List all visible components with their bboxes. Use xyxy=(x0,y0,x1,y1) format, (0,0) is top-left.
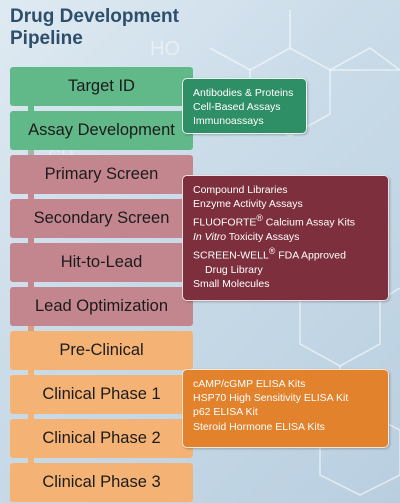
product-item: Immunoassays xyxy=(193,115,264,128)
product-box-screening xyxy=(182,175,389,301)
stage-assay-development xyxy=(10,111,193,150)
product-box-early xyxy=(182,78,307,134)
product-item: cAMP/cGMP ELISA Kits xyxy=(193,378,306,390)
page-title xyxy=(10,6,179,50)
stage-clinical-phase-3 xyxy=(10,463,193,502)
product-item: p62 ELISA Kit xyxy=(193,406,258,419)
registered-mark: ® xyxy=(256,213,263,224)
registered-mark: ® xyxy=(268,246,276,257)
stage-clinical-phase-2 xyxy=(10,419,193,458)
product-item: Cell-Based Assays xyxy=(193,101,281,114)
stage-target-id xyxy=(10,67,193,106)
italic-term: In Vitro xyxy=(193,231,227,244)
product-item: Drug Library xyxy=(205,264,263,277)
product-name: FLUOFORTE xyxy=(193,216,257,229)
stage-label: Clinical Phase 1 xyxy=(42,385,161,403)
product-name: SCREEN-WELL xyxy=(193,249,269,262)
product-desc: Toxicity Assays xyxy=(226,231,300,244)
stage-label: Assay Development xyxy=(28,121,175,139)
stage-lead-optimization xyxy=(10,287,193,326)
stage-label: Clinical Phase 3 xyxy=(42,473,161,491)
stage-label: Pre-Clinical xyxy=(59,341,144,359)
product-item: HSP70 High Sensitivity ELISA Kit xyxy=(193,392,349,405)
stage-clinical-phase-1 xyxy=(10,375,193,414)
product-item: Antibodies & Proteins xyxy=(193,87,294,99)
stage-label: Clinical Phase 2 xyxy=(42,429,161,447)
product-item-in-vitro xyxy=(193,230,378,244)
stage-hit-to-lead xyxy=(10,243,193,282)
product-item-fluoforte xyxy=(193,211,378,230)
stage-label: Primary Screen xyxy=(44,165,159,183)
product-desc: Calcium Assay Kits xyxy=(262,216,356,229)
product-desc: FDA Approved xyxy=(275,249,346,262)
stage-label: Secondary Screen xyxy=(33,209,170,227)
product-item: Compound Libraries xyxy=(193,184,288,196)
product-item: Small Molecules xyxy=(193,278,270,291)
product-item: Steroid Hormone ELISA Kits xyxy=(193,420,325,433)
svg-text:HO: HO xyxy=(150,38,180,60)
product-item-screen-well xyxy=(193,244,378,263)
product-box-clinical xyxy=(182,369,389,448)
stage-label: Hit-to-Lead xyxy=(60,253,143,271)
stage-label: Lead Optimization xyxy=(35,297,168,315)
title-line-2: Pipeline xyxy=(10,28,83,49)
stage-secondary-screen xyxy=(10,199,193,238)
product-item: Enzyme Activity Assays xyxy=(193,198,303,211)
stage-label: Target ID xyxy=(68,77,135,95)
stage-pre-clinical xyxy=(10,331,193,370)
title-line-1: Drug Development xyxy=(10,6,179,27)
stage-primary-screen xyxy=(10,155,193,194)
